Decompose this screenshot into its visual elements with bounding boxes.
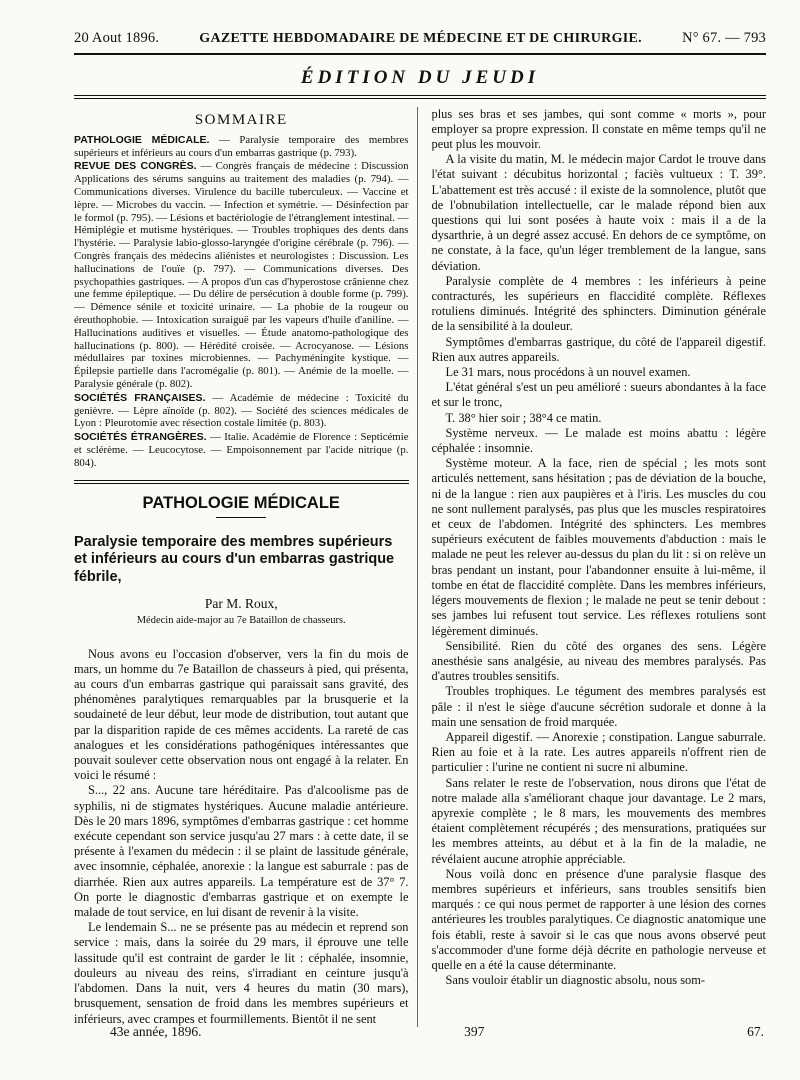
- article-paragraph: Sans relater le reste de l'observation, nous dirons que l'état de notre malade alla s'améliorant chaque jour davantage. Le 2 mars, apyrexie complète ; le 8 mars, les mouvements des membres étaient complètement récupérés ; des mensurations, pratiquées sur les membres atteints, au début et à la fin de la maladie, ne révélaient aucune atrophie appréciable.: [431, 775, 766, 866]
- sommaire-entry: [74, 160, 409, 390]
- article-paragraph: Le lendemain S... ne se présente pas au médecin et reprend son service : mais, dans la soirée du 29 mars, il éprouve une telle lassitude qu'il est contraint de garder le lit : céphalée, insomnie, douleurs au niveau des reins, s'irradiant en ceinture jusqu'à l'abdomen. Dans la nuit, vers 4 heures du matin (30 mars), brusquement, sensation de froid dans les membres supérieurs et inférieurs, avec crampes et fourmillements. Bientôt il ne sent: [74, 920, 409, 1026]
- sommaire-rule: [74, 480, 409, 484]
- issue-date: 20 Aout 1896.: [74, 30, 160, 46]
- article-paragraph: Symptômes d'embarras gastrique, du côté de l'appareil digestif. Rien aux autres appareils.: [431, 334, 766, 364]
- sommaire-entry-text: — Congrès français de médecine : Discussion Applications des sérums sanguins au traitement des maladies (p. 794). — Communications diverses. Virulence du bacille tuberculeux. — Vaccine et lèpre. — Microbes du vaccin. — Infection et symétrie. — Désinfection par le formol (p. 795). — Lésions et bactériologie de l'étranglement intestinal. — Hémiplégie et mutisme hystériques. — Troubles trophiques des dents dans l'hystérie. — Paralysie labio-glosso-laryngée d'origine cérébrale (p. 796). — Congrès français des médecins aliénistes et neurologistes : Discussion. Les hallucinations de l'ouïe (p. 797). — Communications diverses. Des psychopathies gastriques. — A propos d'un cas d'hyperostose crânienne chez une femme épileptique. — Du délire de persécution à double forme (p. 799). — Démence sénile et toxicité urinaire. — La phobie de la rougeur ou éreuthophobie. — Intoxication suraiguë par les vapeurs d'huile d'aniline. — Hallucinations auditives et visuelles. — Étude anatomo-pathologique des hallucinations (p. 800). — Hérédité croisée. — Acrocyanose. — Lésions médullaires par toxines microbiennes. — Pachyméningite kystique. — Épilepsie partielle dans l'acromégalie (p. 801). — Anémie de la moelle. — Paralysie générale (p. 802).: [74, 160, 409, 390]
- page-footer: [110, 1024, 764, 1040]
- article-paragraph: Troubles trophiques. Le tégument des membres paralysés est pâle : il n'est le siège d'aucune sécrétion sudorale et donne à la main une sensation de froid marquée.: [431, 684, 766, 729]
- sommaire-entry: [74, 134, 409, 160]
- article-paragraph: L'état général s'est un peu amélioré : sueurs abondantes à la face et sur le tronc,: [431, 380, 766, 410]
- page-number: 397: [464, 1024, 485, 1039]
- header-rule: [74, 53, 766, 55]
- article-paragraph: Sans vouloir établir un diagnostic absolu, nous som-: [445, 973, 705, 988]
- article-paragraph: Appareil digestif. — Anorexie ; constipation. Langue saburrale. Rien au foie et à la rate. Les autres appareils n'offrent rien de particulier : l'urine ne contient ni sucre ni albumine.: [431, 729, 766, 775]
- edition-banner: ÉDITION DU JEUDI: [300, 66, 540, 88]
- article-paragraph: A la visite du matin, M. le médecin major Cardot le trouve dans l'état suivant : décubitus horizontal ; faciès vultueux : T. 39°. L'abattement est très accusé : il existe de la somnolence, plutôt que de l'obnubilation intellectuelle, car le malade répond bien aux questions qui lui sont posées à haute voix : mais il a de la dysarthrie, à un degré assez accusé. En dehors de ce symptôme, on ne constate, à la face, qu'un léger tremblement de la langue, sans déviation.: [431, 152, 766, 273]
- article-paragraph: Sensibilité. Rien du côté des organes des sens. Légère anesthésie sans analgésie, au niveau des membres paralysés. Pas d'autres troubles sensitifs.: [431, 638, 766, 684]
- sommaire-title: SOMMAIRE: [194, 111, 288, 128]
- article-paragraph: plus ses bras et ses jambes, qui sont comme « morts », pour employer sa propre expression. Il constate en même temps qu'il ne peut plus les mouvoir.: [431, 106, 766, 151]
- two-column-body: [74, 107, 766, 1027]
- article-paragraph: Le 31 mars, nous procédons à un nouvel examen.: [445, 365, 691, 380]
- sommaire-entry-head: PATHOLOGIE MÉDICALE.: [74, 133, 210, 146]
- section-title: PATHOLOGIE MÉDICALE: [142, 493, 340, 512]
- issue-page-number: N° 67. — 793: [682, 30, 766, 46]
- section-rule: [216, 517, 266, 518]
- article-paragraph: Système moteur. A la face, rien de spécial ; les mots sont articulés nettement, sans hésitation ; pas de déviation de la bouche, ni de la langue : rien aux paupières et à l'iris. Les muscles du cou ne sont nullement paralysés, pas plus que les muscles respiratoires et ceux de l'abdomen. Intégrité des sphincters. Les membres supérieurs exécutent de faibles mouvements d'abduction : mais le malade ne peut les relever au-dessus du plan du lit : si on relève un bras pendant un instant, pour l'abandonner ensuite à lui-même, il tombe en état de flaccidité complète. Dans les membres inférieurs, légers mouvements de flexion ; le malade ne peut se tenir debout : ses jambes lui refusent tout service. Les réflexes rotuliens sont légèrement diminués.: [431, 456, 766, 638]
- sommaire-entry-head: SOCIÉTÉS ÉTRANGÈRES.: [74, 431, 207, 444]
- right-column: [432, 107, 767, 1027]
- article-paragraph: Paralysie complète de 4 membres : les inférieurs à peine contracturés, les supérieurs en flaccidité complète. Réflexes rotuliens diminués. Intégrité des sphincters. Diminution générale de la sensibilité à la douleur.: [431, 273, 766, 334]
- article-paragraph: Nous voilà donc en présence d'une paralysie flasque des membres supérieurs et inférieurs, sans troubles sensitifs bien marqués : ce qui nous permet de rapporter à une lésion des cornes antérieures les troubles paralytiques. Ce diagnostic anatomique une fois établi, reste à savoir si le cas que nous avons observé peut s'accommoder d'une forme déjà décrite en pathologie nerveuse et quelle en a été la cause déterminante.: [431, 866, 766, 972]
- edition-rule: [74, 95, 766, 99]
- article-title: Paralysie temporaire des membres supérieurs et inférieurs au cours d'un embarras gastrique fébrile,: [74, 533, 395, 585]
- article-paragraph: Système nerveux. — Le malade est moins abattu : légère céphalée : insomnie.: [431, 425, 766, 456]
- journal-title: GAZETTE HEBDOMADAIRE DE MÉDECINE ET DE CHIRURGIE.: [199, 31, 642, 46]
- volume-year: 43e année, 1896.: [110, 1024, 202, 1039]
- sommaire-entry-head: SOCIÉTÉS FRANÇAISES.: [74, 391, 206, 404]
- left-column: [74, 107, 418, 1027]
- sommaire-entry-text: — Académie de médecine : Toxicité du genièvre. — Lèpre aïnoïde (p. 802). — Société des sciences médicales de Lyon : Pleurotomie avec résection costale limitée (p. 803).: [74, 391, 409, 430]
- article-paragraph: Nous avons eu l'occasion d'observer, vers la fin du mois de mars, un homme du 7e Bataillon de chasseurs à pied, qui présenta, au cours d'un embarras gastrique qui paraissait sans gravité, des phénomènes paralytiques remarquables par la brusquerie et la soudaineté de leur début, leur mode de distribution, tout autant que par la disparition rapide de ces mêmes accidents. La rareté de cas analogues et les considérations pathogéniques intéressantes que pouvait soulever cette observation nous ont engagé à la relater. En voici le résumé :: [74, 646, 409, 783]
- author-affiliation: Médecin aide-major au 7e Bataillon de chasseurs.: [136, 615, 346, 627]
- sommaire-list: [74, 134, 409, 470]
- sommaire-entry-text: — Paralysie temporaire des membres supérieurs et inférieurs au cours d'un embarras gastrique (p. 793).: [74, 133, 409, 159]
- sommaire-entry: [74, 431, 409, 469]
- sommaire-entry: [74, 392, 409, 430]
- article-paragraph: S..., 22 ans. Aucune tare héréditaire. Pas d'alcoolisme pas de syphilis, ni de stigmates hystériques. Aucune maladie antérieure. Dès le 20 mars 1896, symptômes d'embarras gastrique : cet homme exécute cependant son service jusqu'au 27 mars : à cette date, il se présente à l'examen du médecin : il se plaint de lassitude générale, avec insomnie, céphalée, anorexie : la langue est saburrale : pas de diarrhée. Rien aux autres appareils. La température est de 37° 7. On porte le diagnostic d'embarras gastrique et on exempte le malade de tout service, en lui disant de revenir à la visite.: [74, 783, 409, 920]
- sommaire-entry-head: REVUE DES CONGRÈS.: [74, 160, 197, 173]
- article-byline: Par M. Roux,: [204, 596, 278, 612]
- article-paragraph: T. 38° hier soir ; 38°4 ce matin.: [445, 410, 602, 425]
- sommaire-entry-text: — Italie. Académie de Florence : Septicémie et sclérème. — Leucocytose. — Empoisonnement par l'acide nitrique (p. 804).: [74, 431, 409, 469]
- running-head: [74, 30, 766, 47]
- sheet-number: 67.: [747, 1024, 764, 1039]
